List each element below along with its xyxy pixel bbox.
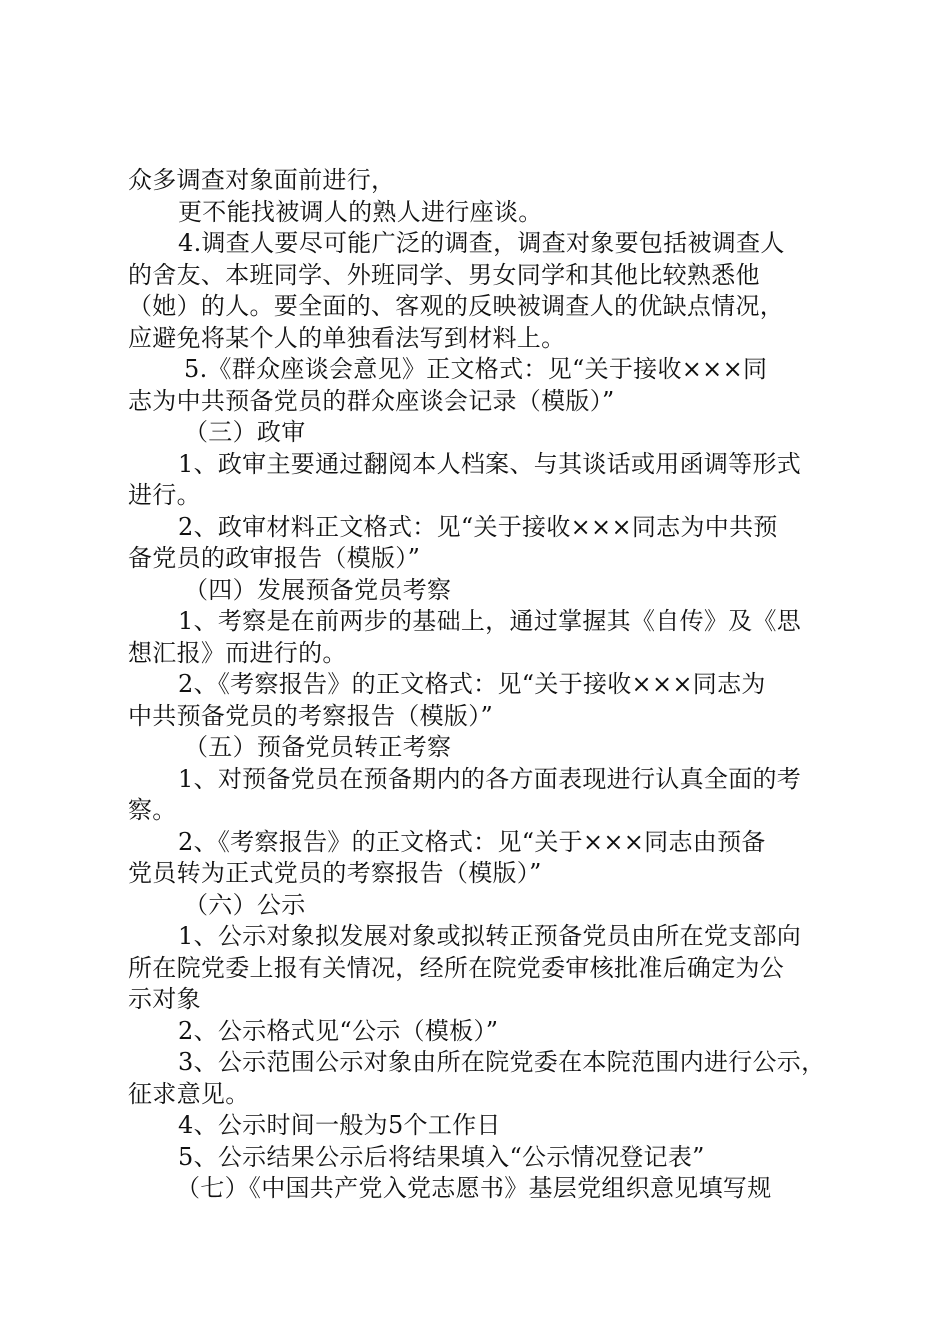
text-line: 的舍友、本班同学、外班同学、男女同学和其他比较熟悉他 [128, 260, 760, 289]
text-line: 5.《群众座谈会意见》正文格式：见“关于接收×××同 [184, 355, 768, 383]
text-line: 2、《考察报告》的正文格式：见“关于接收×××同志为 [178, 670, 766, 698]
section-heading: （七）《中国共产党入党志愿书》基层党组织意见填写规 [176, 1174, 772, 1202]
text-line: 2、政审材料正文格式：见“关于接收×××同志为中共预 [178, 512, 778, 541]
text-line: 党员转为正式党员的考察报告（模版）” [128, 859, 542, 887]
text-line: （她）的人。要全面的、客观的反映被调查人的优缺点情况， [128, 292, 785, 320]
section-heading: （五）预备党员转正考察 [184, 733, 452, 761]
text-line: 察。 [128, 796, 177, 824]
text-line: 5、公示结果公示后将结果填入“公示情况登记表” [178, 1142, 705, 1171]
text-line: 示对象 [128, 985, 201, 1013]
text-line: 志为中共预备党员的群众座谈会记录（模版）” [128, 386, 615, 415]
text-line: 想汇报》而进行的。 [128, 638, 347, 667]
text-line: 备党员的政审报告（模版）” [128, 544, 421, 572]
document-body [128, 165, 833, 1205]
text-line: 1、公示对象拟发展对象或拟转正预备党员由所在党支部向 [178, 922, 802, 950]
text-line: 中共预备党员的考察报告（模版）” [128, 701, 494, 730]
text-line: 4.调查人要尽可能广泛的调查，调查对象要包括被调查人 [178, 229, 785, 257]
text-line: 2、公示格式见“公示（模板）” [178, 1016, 499, 1045]
text-line: 4、公示时间一般为5个工作日 [178, 1111, 501, 1139]
text-line: 3、公示范围公示对象由所在院党委在本院范围内进行公示， [178, 1048, 826, 1076]
text-line: 2、《考察报告》的正文格式：见“关于×××同志由预备 [178, 827, 766, 856]
text-line: 应避免将某个人的单独看法写到材料上。 [128, 323, 566, 352]
text-line: 征求意见。 [128, 1079, 250, 1108]
section-heading: （六）公示 [184, 890, 306, 919]
text-line: 众多调查对象面前进行， [128, 166, 396, 194]
section-heading: （四）发展预备党员考察 [184, 575, 452, 604]
text-line: 1、政审主要通过翻阅本人档案、与其谈话或用函调等形式 [178, 449, 802, 478]
text-line: 1、考察是在前两步的基础上，通过掌握其《自传》及《思 [178, 607, 802, 635]
text-line: 更不能找被调人的熟人进行座谈。 [178, 197, 543, 226]
text-line: 1、对预备党员在预备期内的各方面表现进行认真全面的考 [178, 764, 802, 793]
text-line: 进行。 [128, 481, 201, 509]
section-heading: （三）政审 [184, 418, 306, 446]
text-line: 所在院党委上报有关情况，经所在院党委审核批准后确定为公 [128, 953, 785, 982]
